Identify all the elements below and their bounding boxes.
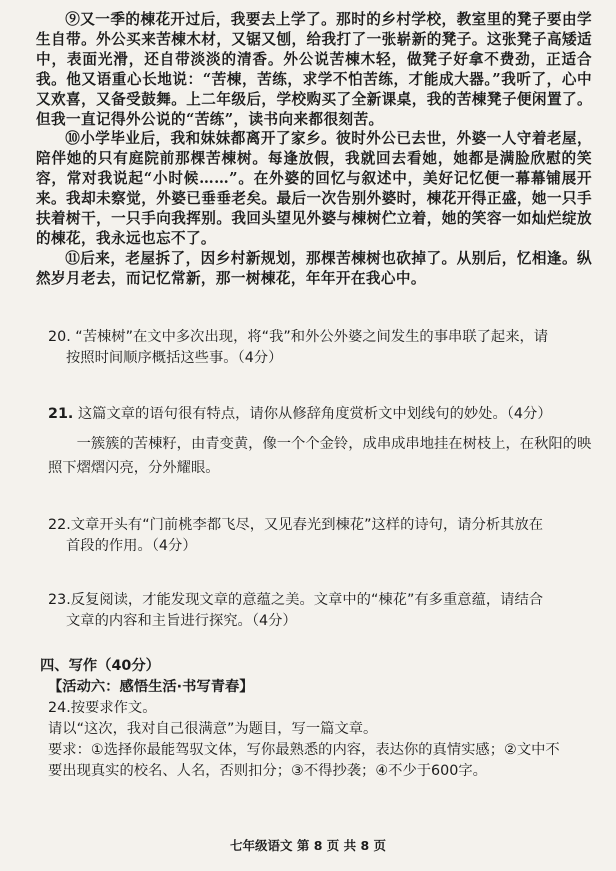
question-21-quote: 一簇簇的苦棟籽，由青变黄，像一个个金铃，成串成串地挂在树枝上，在秋阳的映照下熠熠闪亮，分外耀眼。: [48, 436, 592, 476]
paragraph-11: ⑪后来，老屋拆了，因乡村新规划，那棵苦棟树也砍掉了。从别后，忆相逢。纵然岁月老去，而记忆常新，那一树棟花，年年开在我心中。: [36, 249, 592, 287]
question-21: [48, 404, 600, 425]
writing-requirements-line1: 要求：①选择你最能驾驭文体，写你最熟悉的内容，表达你的真情实感；②文中不: [48, 742, 560, 758]
question-22-line1: 22.文章开头有“门前桃李都飞尽，又见春光到棟花”这样的诗句，请分析其放在: [48, 517, 544, 533]
question-20: [48, 327, 600, 369]
question-23: [48, 590, 600, 632]
question-21-text: 这篇文章的语句很有特点，请你从修辞角度赏析文中划线句的妙处。（4分）: [77, 406, 552, 422]
question-22-line2: 首段的作用。（4分）: [66, 538, 197, 554]
reading-passage: [36, 10, 592, 289]
question-24: 24.按要求作文。: [48, 700, 157, 716]
paragraph-10: ⑩小学毕业后，我和妹妹都离开了家乡。彼时外公已去世，外婆一人守着老屋，陪伴她的只有庭院前那棵苦棟树。每逢放假，我就回去看她，她都是满脸欣慰的笑容，常对我说起“小时候……”。在外婆的回忆与叙述中，美好记忆便一幕幕铺展开来。我却未察觉，外婆已垂垂老矣。最后一次告别外婆时，棟花开得正盛，她一只手扶着树干，一只手向我挥别。我回头望见外婆与棟树伫立着，她的笑容一如灿烂绽放的棟花，我永远也忘不了。: [36, 130, 592, 247]
writing-section: [40, 656, 596, 782]
question-23-line2: 文章的内容和主旨进行探究。（4分）: [66, 613, 297, 629]
writing-requirements-line2: 要出现真实的校名、人名，否则扣分；③不得抄袭；④不少于600字。: [48, 763, 487, 779]
activity-label: 【活动六：感悟生活·书写青春】: [48, 679, 254, 695]
question-21-number: 21.: [48, 406, 74, 422]
question-20-line1: 20. “苦棟树”在文中多次出现，将“我”和外公外婆之间发生的事串联了起来，请: [48, 329, 549, 345]
writing-heading: 四、写作（40分）: [40, 658, 160, 674]
page-footer: 七年级语文 第 8 页 共 8 页: [229, 838, 386, 853]
question-23-line1: 23.反复阅读，才能发现文章的意蕴之美。文章中的“棟花”有多重意蕴，请结合: [48, 592, 544, 608]
paragraph-9: ⑨又一季的棟花开过后，我要去上学了。那时的乡村学校，教室里的凳子要由学生自带。外公买来苦棟木材，又锯又刨，给我打了一张崭新的凳子。这张凳子高矮适中，表面光滑，还自带淡淡的清香。外公说苦棟木轻，做凳子好拿不费劲，正适合我。他又语重心长地说：“苦棟，苦练，求学不怕苦练，才能成大器。”我听了，心中又欢喜，又备受鼓舞。上二年级后，学校购买了全新课桌，我的苦棟凳子便闲置了。但我一直记得外公说的“苦练”，读书向来都很刻苦。: [36, 11, 592, 128]
question-22: [48, 515, 600, 557]
writing-prompt: 请以“这次，我对自己很满意”为题目，写一篇文章。: [48, 721, 378, 737]
question-20-line2: 按照时间顺序概括这些事。（4分）: [66, 350, 283, 366]
